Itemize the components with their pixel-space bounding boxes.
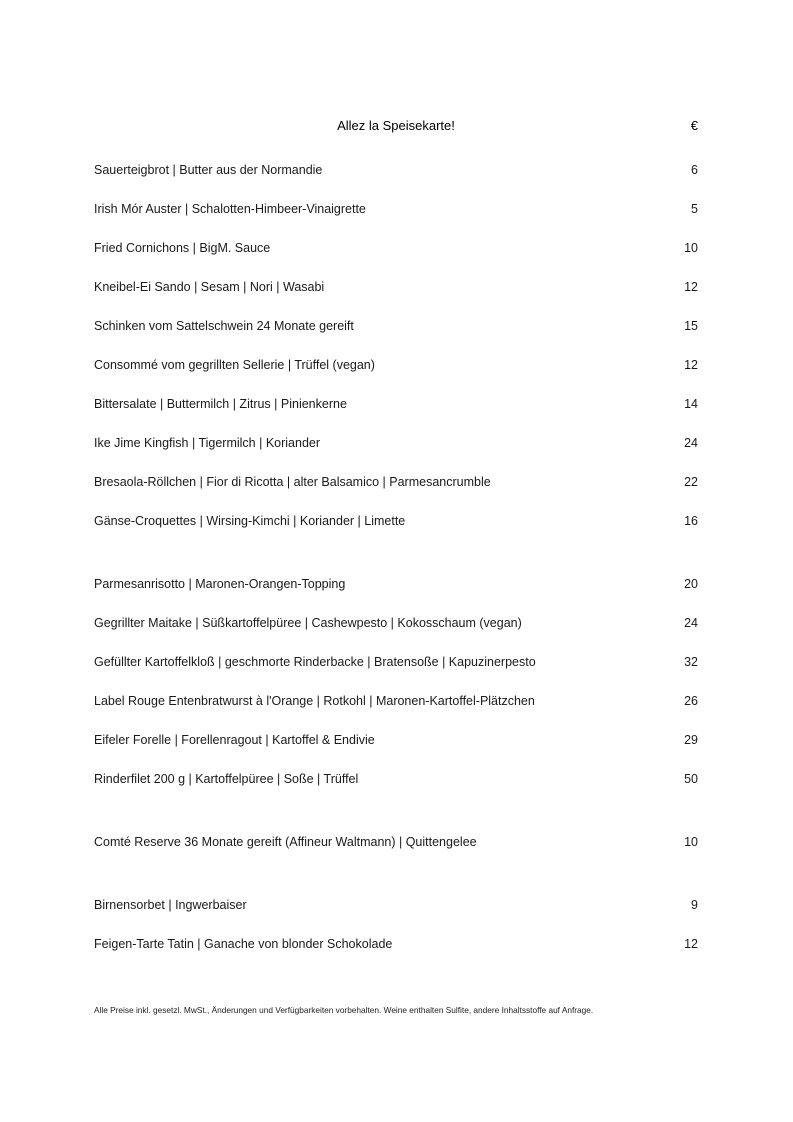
menu-item-price: 5 [691, 202, 698, 216]
menu-item-price: 10 [684, 835, 698, 849]
menu-item [94, 771, 698, 810]
menu-item-price: 12 [684, 280, 698, 294]
menu-item [94, 615, 698, 654]
menu-item [94, 396, 698, 435]
menu-item [94, 435, 698, 474]
menu-item-name: Birnensorbet | Ingwerbaiser [94, 898, 247, 912]
menu-title: Allez la Speisekarte! [337, 118, 455, 133]
menu-item [94, 834, 698, 873]
footnote: Alle Preise inkl. gesetzl. MwSt., Änderungen und Verfügbarkeiten vorbehalten. Weine enthalten Sulfite, andere Inhaltsstoffe auf Anfrage. [94, 1005, 594, 1015]
menu-item [94, 576, 698, 615]
menu-item-name: Gänse-Croquettes | Wirsing-Kimchi | Koriander | Limette [94, 514, 406, 528]
menu-item-name: Fried Cornichons | BigM. Sauce [94, 241, 271, 255]
menu-item-price: 10 [684, 241, 698, 255]
menu-item-name: Parmesanrisotto | Maronen-Orangen-Topping [94, 577, 346, 591]
menu-item-price: 15 [684, 319, 698, 333]
menu-item-price: 22 [684, 475, 698, 489]
menu-header [94, 118, 698, 136]
menu-item-name: Gefüllter Kartoffelkloß | geschmorte Rinderbacke | Bratensoße | Kapuzinerpesto [94, 655, 536, 669]
menu-item-price: 9 [691, 898, 698, 912]
menu-section-cheese [94, 834, 698, 873]
menu-item-name: Bittersalate | Buttermilch | Zitrus | Pinienkerne [94, 397, 347, 411]
menu-item-name: Feigen-Tarte Tatin | Ganache von blonder Schokolade [94, 937, 393, 951]
menu-item [94, 474, 698, 513]
menu-item [94, 201, 698, 240]
menu-item-price: 50 [684, 772, 698, 786]
menu-item-price: 12 [684, 937, 698, 951]
menu-item-name: Schinken vom Sattelschwein 24 Monate gereift [94, 319, 354, 333]
menu-section-starters [94, 162, 698, 552]
currency-symbol: € [690, 118, 698, 133]
menu-item [94, 357, 698, 396]
menu-item [94, 693, 698, 732]
menu-item-price: 6 [691, 163, 698, 177]
menu-item [94, 732, 698, 771]
menu-item-name: Bresaola-Röllchen | Fior di Ricotta | alter Balsamico | Parmesancrumble [94, 475, 491, 489]
menu-section-desserts [94, 897, 698, 975]
menu-item [94, 162, 698, 201]
menu-item [94, 318, 698, 357]
menu-item-name: Irish Mór Auster | Schalotten-Himbeer-Vinaigrette [94, 202, 366, 216]
menu-item-name: Gegrillter Maitake | Süßkartoffelpüree | Cashewpesto | Kokosschaum (vegan) [94, 616, 522, 630]
menu-item-price: 20 [684, 577, 698, 591]
menu-item-name: Ike Jime Kingfish | Tigermilch | Koriander [94, 436, 321, 450]
menu-item-price: 29 [684, 733, 698, 747]
menu-item [94, 936, 698, 975]
menu-item [94, 279, 698, 318]
menu-item-name: Consommé vom gegrillten Sellerie | Trüffel (vegan) [94, 358, 375, 372]
menu-item-price: 16 [684, 514, 698, 528]
menu-item-name: Comté Reserve 36 Monate gereift (Affineur Waltmann) | Quittengelee [94, 835, 477, 849]
menu-item-price: 32 [684, 655, 698, 669]
menu-item-price: 24 [684, 616, 698, 630]
menu-item [94, 513, 698, 552]
menu-item-price: 24 [684, 436, 698, 450]
menu-item-name: Kneibel-Ei Sando | Sesam | Nori | Wasabi [94, 280, 325, 294]
menu-item-price: 12 [684, 358, 698, 372]
menu-item-price: 14 [684, 397, 698, 411]
menu-item-name: Eifeler Forelle | Forellenragout | Kartoffel & Endivie [94, 733, 375, 747]
menu-item-name: Label Rouge Entenbratwurst à l'Orange | Rotkohl | Maronen-Kartoffel-Plätzchen [94, 694, 535, 708]
menu-item-name: Sauerteigbrot | Butter aus der Normandie [94, 163, 323, 177]
menu-section-mains [94, 576, 698, 810]
menu-item [94, 240, 698, 279]
menu-item-name: Rinderfilet 200 g | Kartoffelpüree | Soße | Trüffel [94, 772, 359, 786]
menu-item [94, 654, 698, 693]
menu-item-price: 26 [684, 694, 698, 708]
menu-item [94, 897, 698, 936]
